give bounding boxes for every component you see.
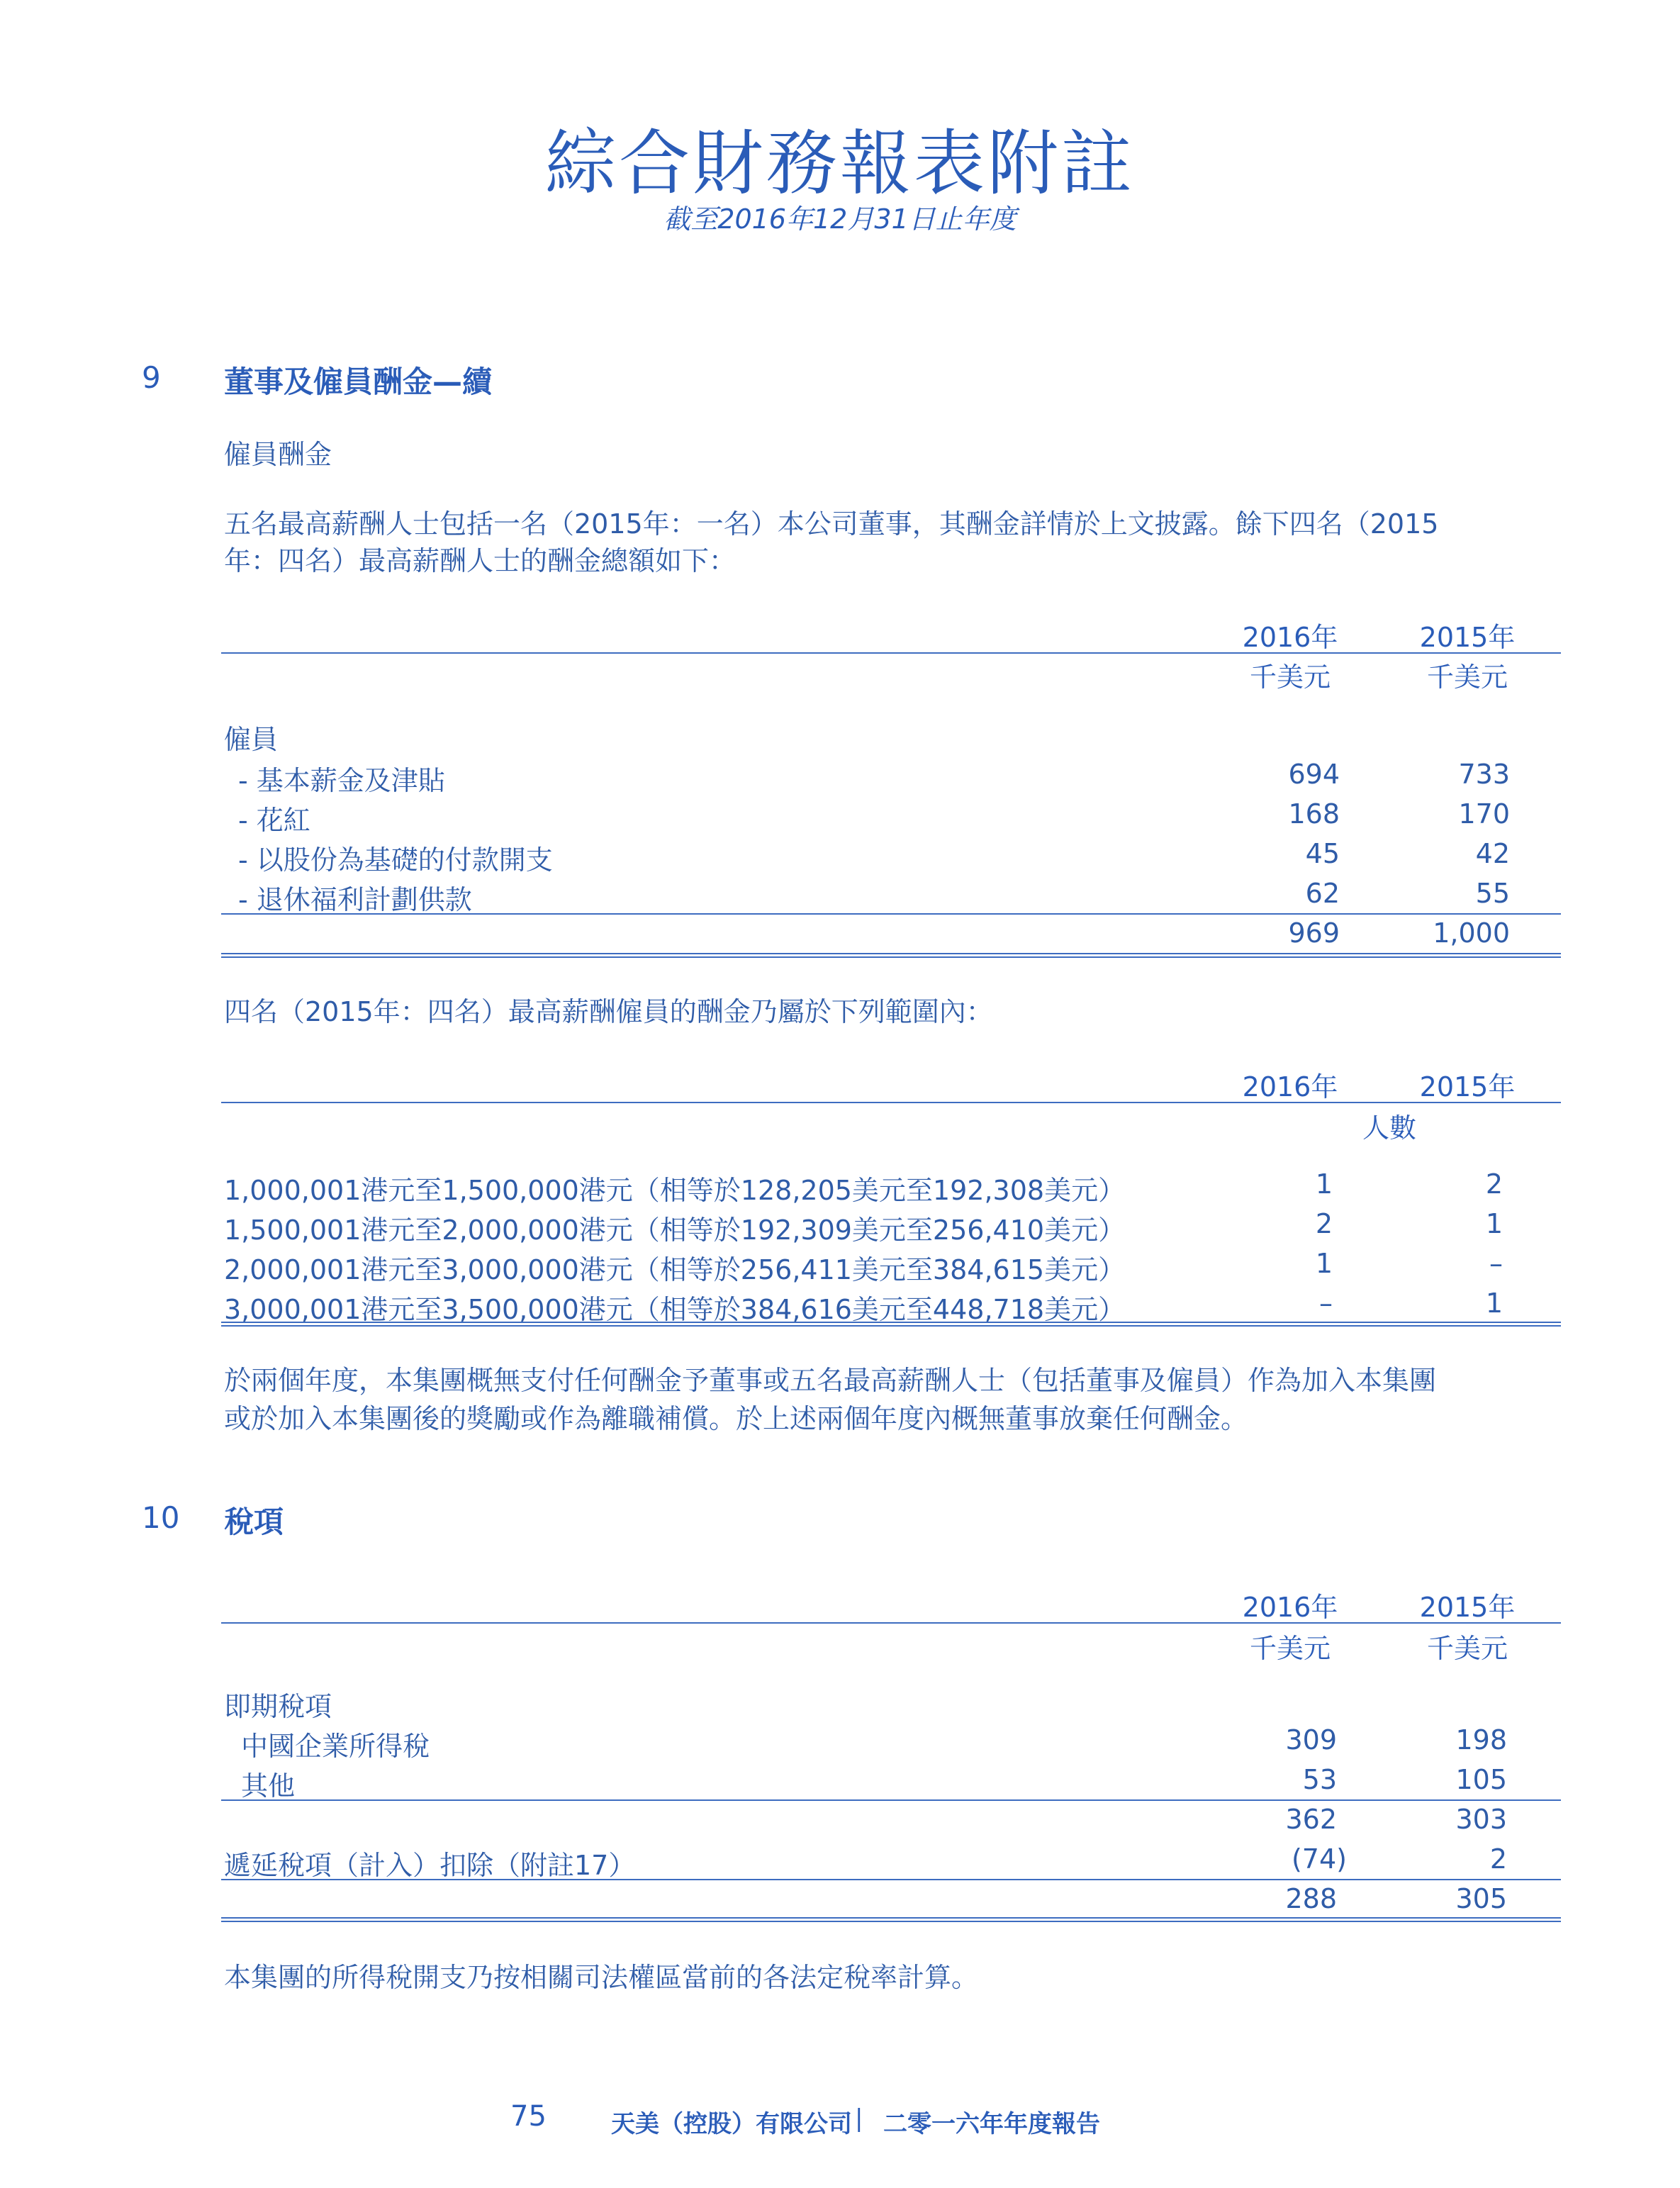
- page-title: 綜合財務報表附註: [545, 122, 1135, 205]
- section-9-subheading: 僱員酬金: [224, 439, 332, 470]
- table1-row-2016: 694: [1288, 759, 1340, 790]
- table1-subtotal-rule: [221, 913, 1561, 915]
- section-10-number: 10: [142, 1500, 180, 1535]
- table2-col-2016: 2016年: [1242, 1071, 1338, 1103]
- tax-row-label: 中國企業所得稅: [241, 1731, 430, 1762]
- section-9-closing-line1: 於兩個年度，本集團概無支付任何酬金予董事或五名最高薪酬人士（包括董事及僱員）作為加入本集團: [224, 1365, 1437, 1396]
- section-9-intro-line1: 五名最高薪酬人士包括一名（2015年：一名）本公司董事，其酬金詳情於上文披露。餘下四名（2015: [224, 508, 1439, 540]
- table1-row-2015: 170: [1458, 798, 1510, 830]
- table1-unit-2016: 千美元: [1249, 662, 1331, 693]
- table1-row-label: - 花紅: [238, 805, 310, 836]
- footer-separator: |: [855, 2104, 863, 2133]
- table2-row-2016: –: [1319, 1288, 1333, 1319]
- table2-row-2015: 2: [1485, 1168, 1503, 1200]
- page-subtitle: 截至2016年12月31日止年度: [663, 203, 1017, 235]
- table2-row-2015: –: [1489, 1248, 1503, 1279]
- table1-row-label: - 退休福利計劃供款: [238, 884, 472, 915]
- tax-total-2016: 288: [1285, 1883, 1337, 1914]
- tax-row-2015: 105: [1455, 1764, 1507, 1795]
- table1-row-2016: 168: [1288, 798, 1340, 830]
- table1-total-double-rule: [221, 953, 1561, 958]
- table2-total-double-rule: [221, 1322, 1561, 1327]
- table2-row-label: 1,000,001港元至1,500,000港元（相等於128,205美元至192,308美元）: [224, 1175, 1126, 1206]
- section-9-heading: 董事及僱員酬金—續: [224, 364, 493, 399]
- page-number: 75: [510, 2100, 547, 2133]
- tax-subtotal-2015: 303: [1455, 1804, 1507, 1835]
- table1-total-2015: 1,000: [1433, 917, 1510, 949]
- tax-total-2015: 305: [1455, 1883, 1507, 1914]
- tax-deferred-label: 遞延稅項（計入）扣除（附註17）: [224, 1850, 636, 1881]
- table1-row-2015: 733: [1458, 759, 1510, 790]
- table1-row-2015: 42: [1475, 838, 1510, 869]
- footer-report: 二零一六年年度報告: [883, 2110, 1100, 2138]
- tax-note: 本集團的所得稅開支乃按相關司法權區當前的各法定稅率計算。: [224, 1962, 979, 1993]
- table1-unit-2015: 千美元: [1426, 662, 1508, 693]
- table2-row-2015: 1: [1485, 1208, 1503, 1239]
- table1-row-2016: 62: [1305, 878, 1340, 909]
- table2-row-label: 1,500,001港元至2,000,000港元（相等於192,309美元至256,410美元）: [224, 1215, 1126, 1246]
- table1-header-rule: [221, 652, 1561, 654]
- tax-unit-2015: 千美元: [1426, 1633, 1508, 1664]
- tax-col-2015: 2015年: [1419, 1592, 1516, 1623]
- section-9-number: 9: [142, 360, 161, 395]
- tax-total-rule: [221, 1879, 1561, 1880]
- section-9-closing-line2: 或於加入本集團後的獎勵或作為離職補償。於上述兩個年度內概無董事放棄任何酬金。: [224, 1403, 1248, 1434]
- table2-header-rule: [221, 1102, 1561, 1103]
- section-10-heading: 稅項: [224, 1505, 284, 1539]
- tax-unit-2016: 千美元: [1249, 1633, 1331, 1664]
- tax-total-double-rule: [221, 1917, 1561, 1922]
- table2-col-2015: 2015年: [1419, 1071, 1516, 1103]
- bands-intro: 四名（2015年：四名）最高薪酬僱員的酬金乃屬於下列範圍內：: [224, 996, 993, 1027]
- tax-subtotal-rule: [221, 1799, 1561, 1801]
- footer-company: 天美（控股）有限公司: [611, 2110, 852, 2138]
- tax-subtotal-2016: 362: [1285, 1804, 1337, 1835]
- tax-row-2016: 309: [1285, 1724, 1337, 1756]
- table1-group-label: 僱員: [224, 724, 279, 755]
- tax-row-2016: 53: [1302, 1764, 1337, 1795]
- tax-deferred-2015: 2: [1489, 1843, 1507, 1875]
- table1-total-2016: 969: [1288, 917, 1340, 949]
- table2-row-2016: 2: [1315, 1208, 1333, 1239]
- table1-row-label: - 以股份為基礎的付款開支: [238, 844, 553, 876]
- table2-unit: 人數: [1362, 1112, 1416, 1144]
- table1-row-2016: 45: [1305, 838, 1340, 869]
- section-9-intro-line2: 年：四名）最高薪酬人士的酬金總額如下：: [224, 545, 737, 576]
- table1-col-2016: 2016年: [1242, 622, 1338, 653]
- table2-row-2015: 1: [1485, 1288, 1503, 1319]
- table1-row-2015: 55: [1475, 878, 1510, 909]
- tax-group-label: 即期稅項: [224, 1691, 332, 1722]
- table1-row-label: - 基本薪金及津貼: [238, 765, 445, 796]
- table2-row-2016: 1: [1315, 1168, 1333, 1200]
- tax-row-2015: 198: [1455, 1724, 1507, 1756]
- table2-row-2016: 1: [1315, 1248, 1333, 1279]
- tax-header-rule: [221, 1622, 1561, 1624]
- tax-row-label: 其他: [241, 1770, 296, 1802]
- tax-col-2016: 2016年: [1242, 1592, 1338, 1623]
- table2-row-label: 3,000,001港元至3,500,000港元（相等於384,616美元至448,718美元）: [224, 1294, 1126, 1325]
- tax-deferred-2016: (74): [1291, 1843, 1347, 1875]
- table1-col-2015: 2015年: [1419, 622, 1516, 653]
- table2-row-label: 2,000,001港元至3,000,000港元（相等於256,411美元至384,615美元）: [224, 1254, 1126, 1285]
